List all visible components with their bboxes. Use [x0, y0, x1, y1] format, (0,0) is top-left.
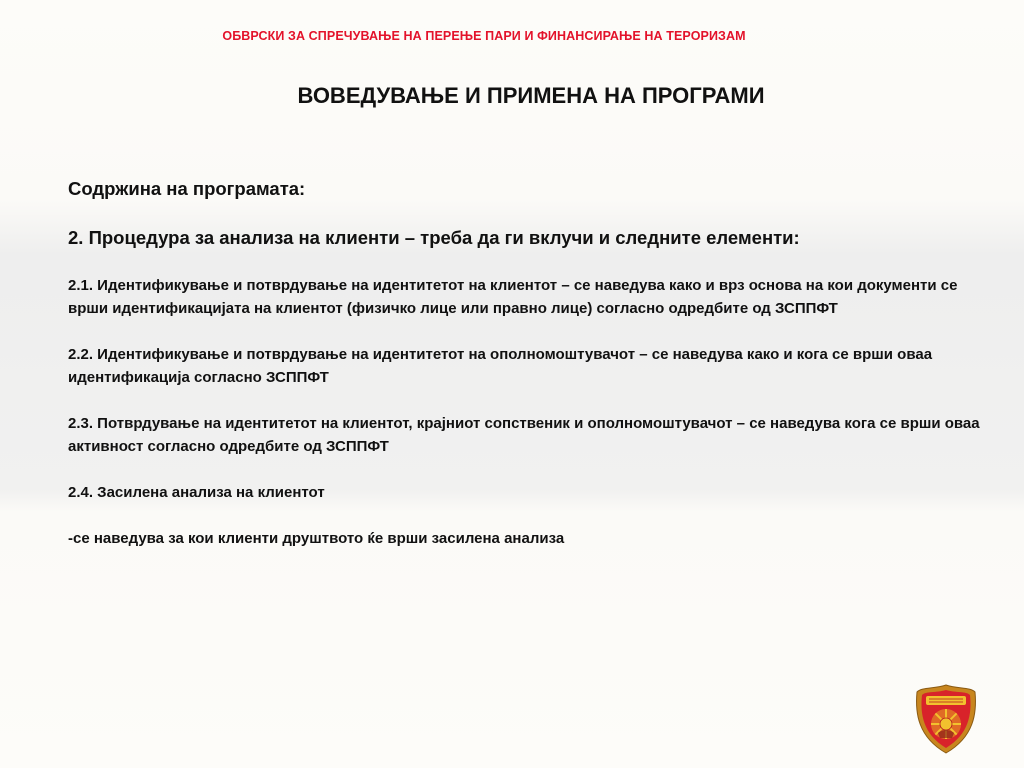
- party-emblem-icon: [914, 683, 978, 755]
- header-band: [0, 0, 1024, 55]
- list-item: 2.3. Потврдување на идентитетот на клиентот, крајниот сопственик и ополномоштувачот – се наведува кога се врши оваа активност согласно одредбите од ЗСППФТ: [68, 415, 980, 455]
- content-subhead: Содржина на програмата:: [68, 178, 306, 199]
- list-item: 2.2. Идентификување и потврдување на идентитетот на ополномоштувачот – се наведува како и кога се врши оваа идентификација согласно ЗСППФТ: [68, 346, 933, 386]
- header-title: ОБВРСКИ ЗА СПРЕЧУВАЊЕ НА ПЕРЕЊЕ ПАРИ И ФИНАНСИРАЊЕ НА ТЕРОРИЗАМ: [222, 29, 746, 43]
- slide-title: ВОВЕДУВАЊЕ И ПРИМЕНА НА ПРОГРАМИ: [297, 83, 765, 108]
- list-item: -се наведува за кои клиенти друштвото ќе врши засилена анализа: [68, 530, 565, 547]
- procedure-heading: 2. Процедура за анализа на клиенти – треба да ги вклучи и следните елементи:: [68, 227, 800, 248]
- list-item: 2.4. Засилена анализа на клиентот: [68, 484, 325, 501]
- slide-content: [68, 176, 988, 550]
- list-item: 2.1. Идентификување и потврдување на идентитетот на клиентот – се наведува како и врз основа на кои документи се врши идентификацијата на клиентот (физичко лице или правно лице) согласно одредбите од ЗСППФТ: [68, 277, 958, 317]
